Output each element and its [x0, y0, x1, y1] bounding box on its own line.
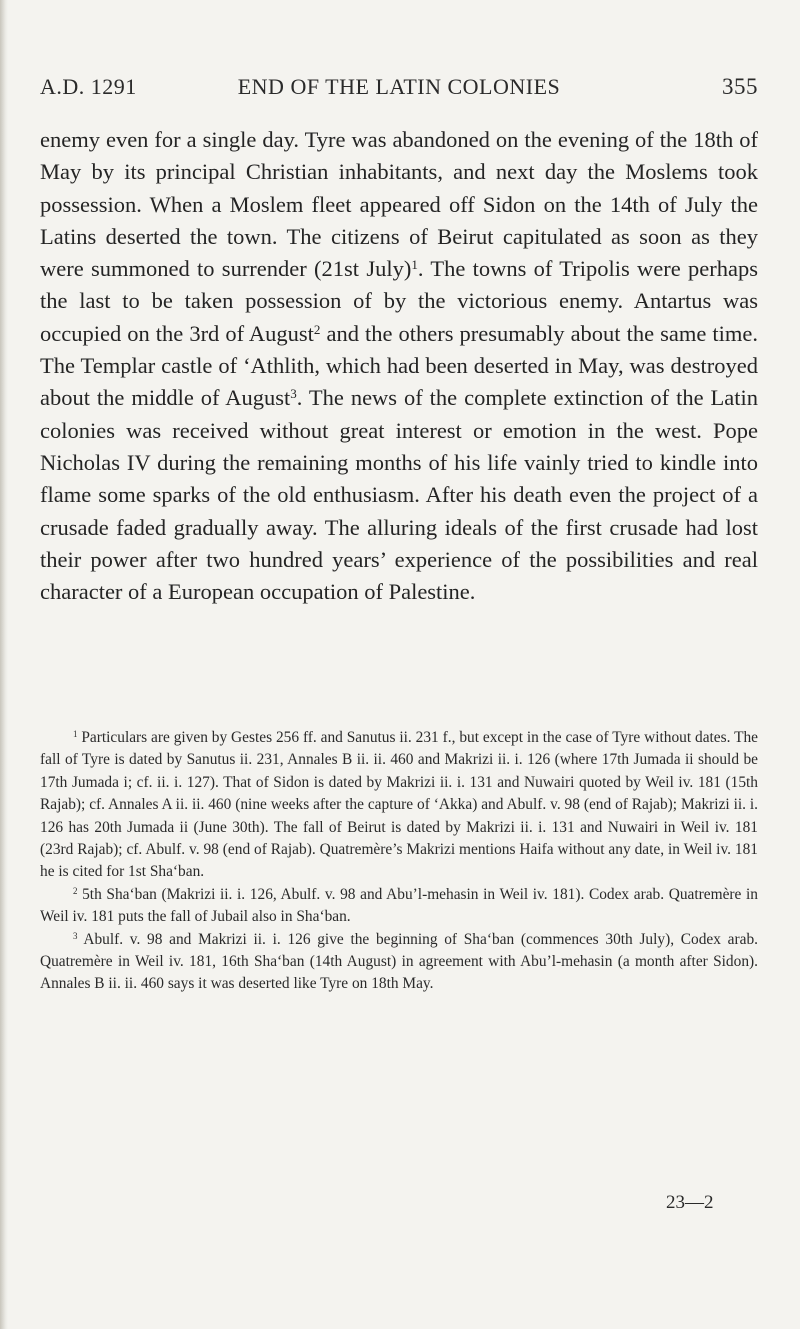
body-text-4: . The news of the complete extinction of the Latin colonies was received without great interest or emotion in the west. Pope Nicholas IV during the remaining months of his life vainly tried to kindle into flame some sparks of the old enthusiasm. After his death even the project of a crusade faded gradually away. The alluring ideals of the first crusade had lost their power after two hundred years’ experience of the possibilities and real character of a European occupation of Palestine.	[40, 385, 758, 605]
page-number: 355	[722, 74, 758, 99]
body-text-3: and the others presumably about the same time. The Templar castle of ‘Athlith, which had been deserted in May, was destroyed about the middle of August	[40, 320, 759, 411]
binding-shadow	[0, 0, 8, 1329]
body-paragraph	[40, 124, 758, 608]
footnote-marker: 2	[73, 885, 78, 896]
footnote-ref-3: 3	[290, 386, 297, 402]
footnotes	[40, 727, 758, 996]
footnote-1	[40, 727, 758, 884]
footnote-marker: 1	[73, 729, 78, 740]
footnote-text: 5th Sha‘ban (Makrizi ii. i. 126, Abulf. v. 98 and Abu’l-mehasin in Weil iv. 181). Codex arab. Quatremère in Weil iv. 181 puts the fall of Jubail also in Sha‘ban.	[40, 885, 758, 926]
footnote-2	[40, 884, 758, 929]
footnote-ref-2: 2	[313, 321, 321, 337]
footnote-marker: 3	[73, 930, 78, 941]
footnote-ref-1: 1	[411, 257, 418, 273]
footnote-3	[40, 929, 758, 996]
body-text-1: enemy even for a single day. Tyre was abandoned on the evening of the 18th of May by its principal Christian inhabitants, and next day the Moslems took possession. When a Moslem fleet appeared off Sidon on the 14th of July the Latins deserted the town. The citizens of Beirut capitulated as soon as they were summoned to surrender (21st July)	[40, 127, 758, 282]
signature-mark: 23—2	[666, 1192, 714, 1213]
header-title: END OF THE LATIN COLONIES	[237, 74, 561, 99]
main-text	[40, 124, 758, 608]
header-date: A.D. 1291	[40, 74, 137, 99]
footnote-text: Abulf. v. 98 and Makrizi ii. i. 126 give the beginning of Sha‘ban (commences 30th July), Codex arab. Quatremère in Weil iv. 181, 16th Sha‘ban (14th August) in agreement with Abu’l-mehasin (a month after Sidon). Annales B ii. ii. 460 says it was deserted like Tyre on 18th May.	[40, 930, 758, 993]
body-text-2: . The towns of Tripolis were perhaps the last to be taken possession of by the victorious enemy. Antartus was occupied on the 3rd of August	[40, 256, 759, 346]
running-head	[40, 74, 758, 100]
footnote-text: Particulars are given by Gestes 256 ff. and Sanutus ii. 231 f., but except in the case of Tyre without dates. The fall of Tyre is dated by Sanutus ii. 231, Annales B ii. ii. 460 and Makrizi ii. i. 126 (where 17th Jumada ii should be 17th Jumada i; cf. ii. i. 127). That of Sidon is dated by Makrizi ii. i. 131 and Nuwairi quoted by Weil iv. 181 (15th Rajab); cf. Annales A ii. ii. 460 (nine weeks after the capture of ‘Akka) and Abulf. v. 98 (end of Rajab); Makrizi ii. i. 126 has 20th Jumada ii (June 30th). The fall of Beirut is dated by Makrizi ii. i. 131 and Nuwairi in Weil iv. 181 (23rd Rajab); cf. Abulf. v. 98 (end of Rajab). Quatremère’s Makrizi mentions Haifa without any date, in Weil iv. 181 he is cited for 1st Sha‘ban.	[40, 729, 758, 881]
